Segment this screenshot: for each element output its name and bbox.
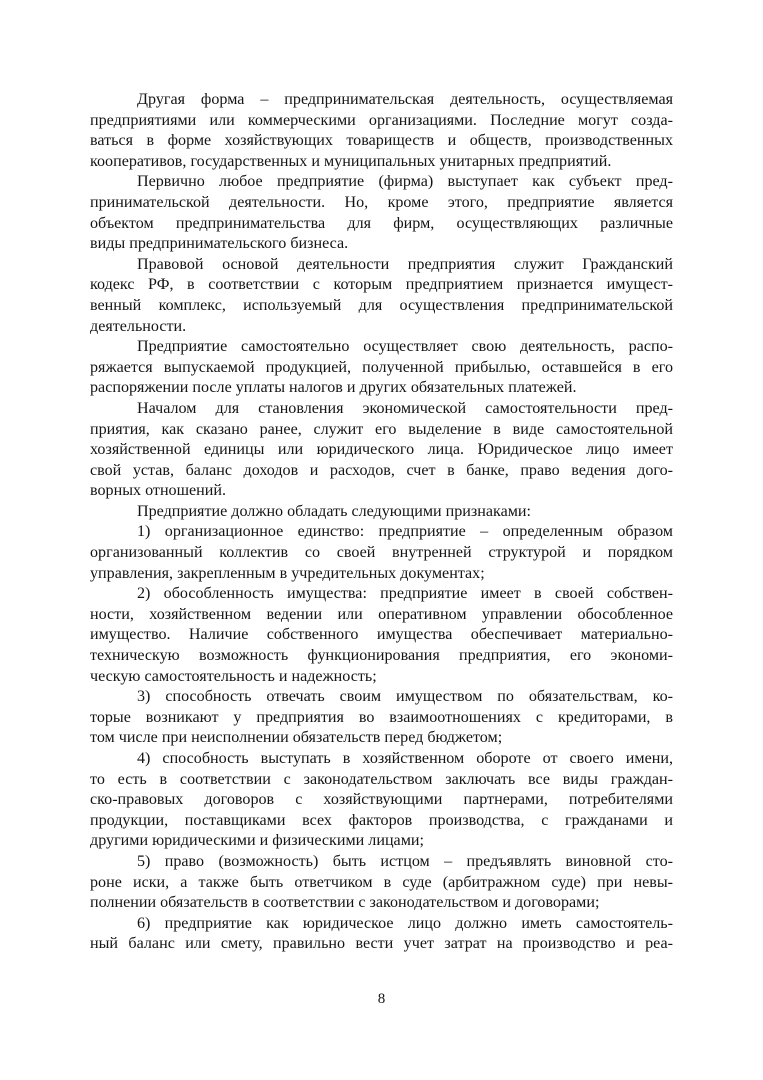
text-line: 2) обособленность имущества: предприятие имеет в своей собствен- <box>137 585 673 603</box>
text-line: ческую самостоятельность и надежность; <box>90 667 377 685</box>
text-line: ности, хозяйственном ведении или оперативном управлении обособленное <box>90 605 673 623</box>
text-line: объектом предпринимательства для фирм, осуществляющих различные <box>90 214 673 232</box>
text-line: предприятиями или коммерческими организациями. Последние могут созда- <box>90 111 673 129</box>
text-line: 4) способность выступать в хозяйственном обороте от своего имени, <box>137 750 673 767</box>
text-line: Началом для становления экономической самостоятельности пред- <box>137 399 673 417</box>
paragraph <box>90 584 673 687</box>
text-line: Первично любое предприятие (фирма) выступает как субъект пред- <box>137 173 673 191</box>
text-line: техническую возможность функционирования предприятия, его экономи- <box>90 647 673 665</box>
paragraph <box>90 255 673 337</box>
text-line: ный баланс или смету, правильно вести учет затрат на производство и реа- <box>90 935 673 953</box>
paragraph <box>90 90 673 172</box>
page-number: 8 <box>377 991 386 1007</box>
text-line: хозяйственной единицы или юридического лица. Юридическое лицо имеет <box>90 441 673 459</box>
text-line: Правовой основой деятельности предприятия служит Гражданский <box>137 255 673 273</box>
text-line: ско-правовых договоров с хозяйствующими партнерами, потребителями <box>90 791 673 809</box>
paragraph <box>90 502 673 523</box>
text-line: 5) право (возможность) быть истцом – предъявлять виновной сто- <box>137 852 673 870</box>
text-line: продукции, поставщиками всех факторов производства, с гражданами и <box>90 811 673 829</box>
paragraph <box>90 749 673 852</box>
text-line: том числе при неисполнении обязательств перед бюджетом; <box>90 729 503 747</box>
paragraph <box>90 399 673 502</box>
text-line: венный комплекс, используемый для осуществления предпринимательской <box>90 296 673 314</box>
page-body <box>90 90 673 955</box>
text-line: 1) организационное единство: предприятие – определенным образом <box>137 523 673 541</box>
text-line: имущество. Наличие собственного имущества обеспечивает материально- <box>90 626 673 644</box>
text-line: организованный коллектив со своей внутренней структурой и порядком <box>90 544 673 562</box>
text-line: 3) способность отвечать своим имуществом по обязательствам, ко- <box>137 688 673 706</box>
paragraph <box>90 522 673 584</box>
text-line: кооперативов, государственных и муниципальных унитарных предприятий. <box>90 152 612 170</box>
text-line: то есть в соответствии с законодательством заключать все виды граждан- <box>90 770 673 788</box>
text-line: ворных отношений. <box>90 482 227 500</box>
text-line: торые возникают у предприятия во взаимоотношениях с кредиторами, в <box>90 708 673 726</box>
text-line: Предприятие самостоятельно осуществляет свою деятельность, распо- <box>137 338 673 356</box>
text-line: принимательской деятельности. Но, кроме этого, предприятие является <box>90 193 673 211</box>
text-line: полнении обязательств в соответствии с законодательством и договорами; <box>90 894 600 912</box>
text-line: распоряжении после уплаты налогов и других обязательных платежей. <box>90 379 577 397</box>
text-line: виды предпринимательского бизнеса. <box>90 235 349 253</box>
text-line: свой устав, баланс доходов и расходов, счет в банке, право ведения дого- <box>90 461 673 479</box>
text-line: 6) предприятие как юридическое лицо должно иметь самостоятель- <box>137 914 673 932</box>
text-line: Другая форма – предпринимательская деятельность, осуществляемая <box>137 91 673 108</box>
paragraph <box>90 852 673 914</box>
text-line: управления, закрепленным в учредительных документах; <box>90 564 485 582</box>
text-line: приятия, как сказано ранее, служит его выделение в виде самостоятельной <box>90 420 673 438</box>
paragraph <box>90 914 673 955</box>
text-line: ваться в форме хозяйствующих товариществ и обществ, производственных <box>90 132 673 150</box>
text-line: другими юридическими и физическими лицами; <box>90 832 424 850</box>
paragraph <box>90 172 673 254</box>
text-line: деятельности. <box>90 317 187 335</box>
text-line: ряжается выпускаемой продукцией, полученной прибылью, оставшейся в его <box>90 358 673 376</box>
paragraph <box>90 687 673 749</box>
text-line: кодекс РФ, в соответствии с которым предприятием признается имущест- <box>90 276 673 294</box>
text-line: Предприятие должно обладать следующими признаками: <box>137 502 532 520</box>
text-line: роне иски, а также быть ответчиком в суде (арбитражном суде) при невы- <box>90 873 673 891</box>
paragraph <box>90 337 673 399</box>
